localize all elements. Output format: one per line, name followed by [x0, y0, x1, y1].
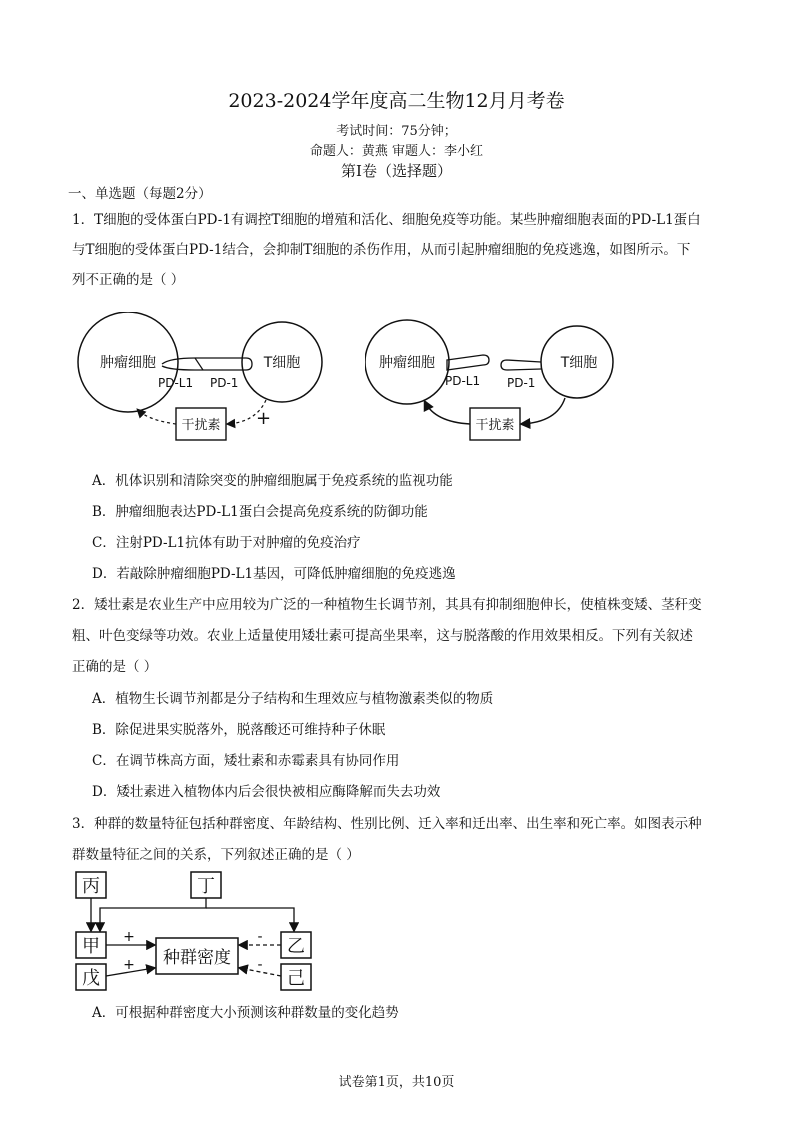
pd1-protein	[501, 360, 541, 370]
q1-option-c[interactable]: C．注射PD-L1抗体有助于对肿瘤的免疫治疗	[92, 535, 361, 551]
q2-option-d[interactable]: D．矮壮素进入植物体内后会很快被相应酶降解而失去功效	[92, 784, 441, 800]
q1-stem-line-3: 列不正确的是（ ）	[72, 272, 185, 288]
figure-pd1-right	[365, 312, 615, 452]
interferon-label: 干扰素	[475, 418, 515, 433]
dashed-arrow-interferon-to-tumor	[138, 410, 176, 424]
q1-option-a[interactable]: A．机体识别和清除突变的肿瘤细胞属于免疫系统的监视功能	[92, 473, 453, 489]
label-wu: 戊	[82, 968, 100, 989]
pdl1-label: PD-L1	[445, 374, 481, 388]
label-jia: 甲	[82, 936, 100, 957]
arrow-ding-jia	[100, 898, 206, 930]
q2-stem-line-1: 2．矮壮素是农业生产中应用较为广泛的一种植物生长调节剂，其具有抑制细胞伸长，使植株变矮、茎秆变	[72, 597, 702, 613]
q1-stem-line-1: 1．T细胞的受体蛋白PD-1有调控T细胞的增殖和活化、细胞免疫等功能。某些肿瘤细胞表面的PD-L1蛋白	[72, 212, 701, 228]
q3-stem-line-1: 3．种群的数量特征包括种群密度、年龄结构、性别比例、迁入率和迁出率、出生率和死亡率。如图表示种	[72, 816, 702, 832]
arrow-interferon-to-tumor	[425, 402, 470, 424]
page-title: 2023-2024学年度高二生物12月月考卷	[228, 90, 565, 112]
q3-stem-line-2: 群数量特征之间的关系，下列叙述正确的是（ ）	[72, 847, 360, 863]
arrow-ding-yi	[206, 908, 294, 930]
pd1-label: PD-1	[210, 376, 239, 390]
figure-population	[74, 868, 324, 993]
t-cell-label: T细胞	[560, 355, 598, 371]
label-ji: 己	[287, 968, 305, 989]
q2-stem-line-2: 粗、叶色变绿等功效。农业上适量使用矮壮素可提高坐果率，这与脱落酸的作用效果相反。下列有关叙述	[72, 628, 693, 644]
q2-option-b[interactable]: B．除促进果实脱落外，脱落酸还可维持种子休眠	[92, 722, 386, 738]
label-bing: 丙	[82, 876, 100, 897]
label-yi: 乙	[287, 936, 305, 957]
label-density: 种群密度	[163, 948, 231, 968]
q2-option-a[interactable]: A．植物生长调节剂都是分子结构和生理效应与植物激素类似的物质	[92, 691, 494, 707]
sign-minus-yi: -	[257, 929, 263, 945]
volume-title: 第I卷（选择题）	[341, 162, 452, 180]
block-mark: +	[256, 408, 272, 429]
authors: 命题人：黄燕 审题人：李小红	[309, 144, 484, 159]
t-cell-label: T细胞	[263, 355, 301, 371]
pdl1-protein	[447, 355, 489, 370]
q3-option-a[interactable]: A．可根据种群密度大小预测该种群数量的变化趋势	[92, 1005, 399, 1021]
tumor-cell-label: 肿瘤细胞	[379, 355, 435, 371]
q1-option-b[interactable]: B．肿瘤细胞表达PD-L1蛋白会提高免疫系统的防御功能	[92, 504, 428, 520]
section-title: 一、单选题（每题2分）	[68, 186, 212, 202]
pd-binding	[162, 358, 252, 370]
tumor-cell-label: 肿瘤细胞	[100, 355, 156, 371]
label-ding: 丁	[197, 876, 215, 897]
exam-time: 考试时间：75分钟；	[336, 124, 457, 139]
figure-pd1-left	[70, 312, 340, 452]
q2-option-c[interactable]: C．在调节株高方面，矮壮素和赤霉素具有协同作用	[92, 753, 400, 769]
sign-plus-wu: +	[123, 957, 135, 973]
q2-stem-line-3: 正确的是（ ）	[72, 659, 158, 675]
pd1-label: PD-1	[507, 376, 536, 390]
q1-option-d[interactable]: D．若敲除肿瘤细胞PD-L1基因，可降低肿瘤细胞的免疫逃逸	[92, 566, 456, 582]
sign-plus-jia: +	[123, 929, 135, 945]
arrow-t-to-interferon	[522, 398, 565, 424]
interferon-label: 干扰素	[181, 418, 221, 433]
page-footer: 试卷第1页，共10页	[338, 1075, 455, 1090]
sign-minus-ji: -	[257, 957, 263, 973]
pdl1-label: PD-L1	[158, 376, 194, 390]
q1-stem-line-2: 与T细胞的受体蛋白PD-1结合，会抑制T细胞的杀伤作用，从而引起肿瘤细胞的免疫逃逸，如图所示。下	[72, 242, 691, 258]
